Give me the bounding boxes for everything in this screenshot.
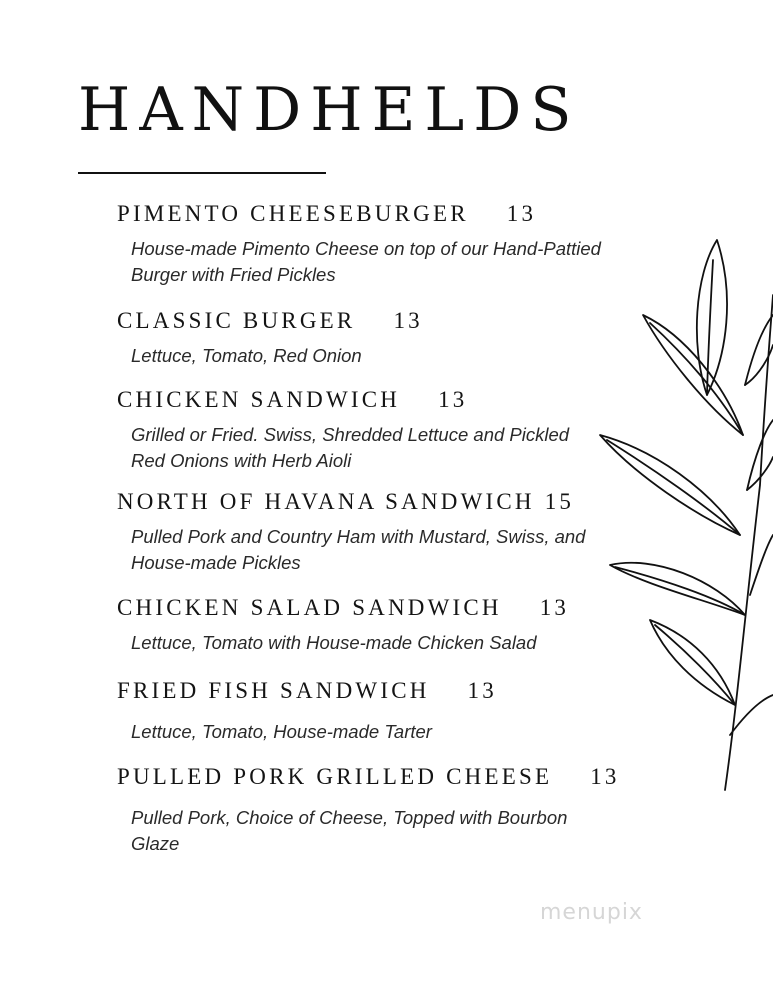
item-header: [117, 677, 637, 705]
menu-item-fried-fish-sandwich: [117, 677, 637, 745]
item-description: Pulled Pork and Country Ham with Mustard, Swiss, and House-made Pickles: [131, 526, 586, 573]
item-header: [117, 763, 637, 791]
menu-item-north-of-havana-sandwich: [117, 488, 637, 576]
item-price: 13: [467, 678, 497, 703]
item-description: Lettuce, Tomato with House-made Chicken Salad: [131, 632, 537, 653]
item-name: PULLED PORK GRILLED CHEESE: [117, 764, 553, 789]
item-price: 15: [544, 489, 575, 514]
menu-item-chicken-salad-sandwich: [117, 594, 637, 656]
item-price: 13: [590, 764, 620, 789]
watermark: menupix: [540, 900, 643, 925]
item-header: [117, 307, 637, 335]
item-price: 13: [539, 595, 570, 620]
item-description: Lettuce, Tomato, House-made Tarter: [131, 721, 432, 742]
item-price: 13: [438, 387, 468, 412]
item-name: PIMENTO CHEESEBURGER: [117, 201, 469, 226]
item-name: NORTH OF HAVANA SANDWICH: [117, 489, 535, 514]
item-header: [117, 386, 637, 414]
menu-item-classic-burger: [117, 307, 637, 369]
leafy-branch-icon: [595, 235, 773, 795]
item-price: 13: [506, 201, 537, 226]
item-name: FRIED FISH SANDWICH: [117, 678, 430, 703]
item-description: House-made Pimento Cheese on top of our Hand-Pattied Burger with Fried Pickles: [131, 238, 601, 285]
item-header: [117, 488, 637, 516]
item-name: CHICKEN SANDWICH: [117, 387, 401, 412]
item-price: 13: [393, 308, 423, 333]
item-description: Grilled or Fried. Swiss, Shredded Lettuce and Pickled Red Onions with Herb Aioli: [131, 424, 570, 471]
page-title: HANDHELDS: [78, 75, 581, 145]
menu-item-pulled-pork-grilled-cheese: [117, 763, 637, 857]
menu-item-chicken-sandwich: [117, 386, 637, 474]
item-header: [117, 594, 637, 622]
item-description: Lettuce, Tomato, Red Onion: [131, 345, 362, 366]
menu-item-pimento-cheeseburger: [117, 200, 637, 288]
item-header: [117, 200, 637, 228]
title-divider: [78, 172, 326, 174]
item-name: CHICKEN SALAD SANDWICH: [117, 595, 502, 620]
item-description: Pulled Pork, Choice of Cheese, Topped with Bourbon Glaze: [131, 807, 568, 854]
item-name: CLASSIC BURGER: [117, 308, 356, 333]
